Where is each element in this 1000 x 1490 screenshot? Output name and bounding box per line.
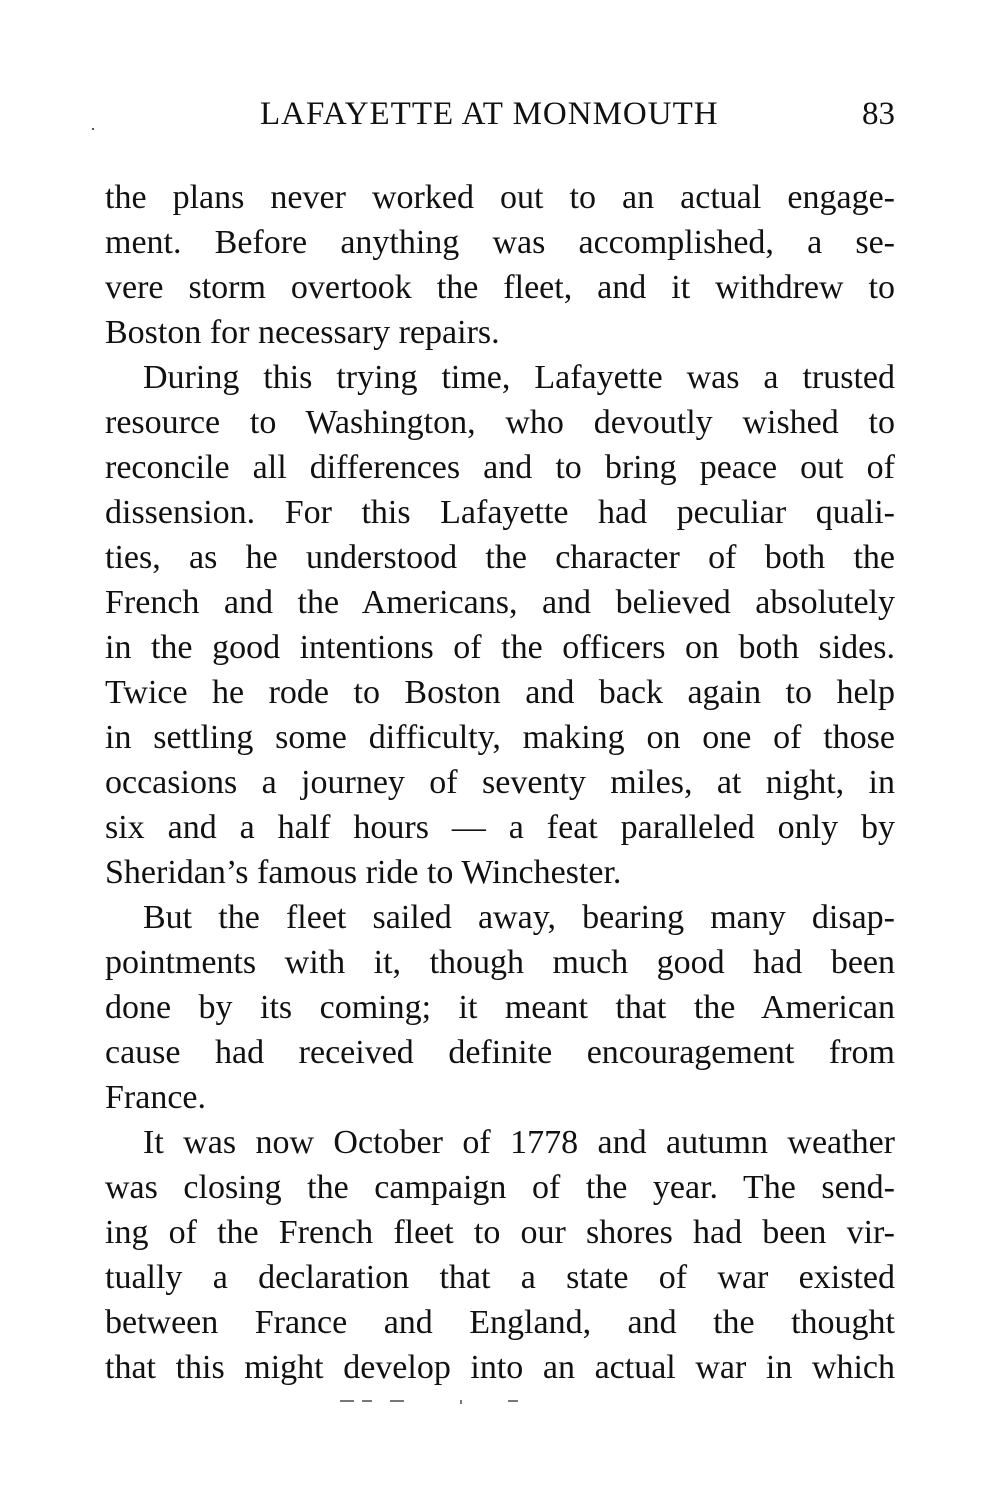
page-header <box>105 96 895 146</box>
smudge-mark <box>390 1400 404 1402</box>
smudge-mark <box>460 1400 462 1404</box>
running-title: LAFAYETTE AT MONMOUTH <box>260 96 719 132</box>
text-line: tually a declaration that a state of war existed <box>105 1259 895 1296</box>
text-line: French and the Americans, and believed absolutely <box>105 584 895 621</box>
text-line: It was now October of 1778 and autumn weather <box>143 1124 895 1161</box>
smudge-mark <box>340 1400 354 1402</box>
text-line: done by its coming; it meant that the American <box>105 989 895 1026</box>
text-line: in the good intentions of the officers on both sides. <box>105 629 895 666</box>
text-line: between France and England, and the thought <box>105 1304 895 1341</box>
text-line: ties, as he understood the character of both the <box>105 539 895 576</box>
paragraph-3 <box>105 895 895 1120</box>
text-line: ment. Before anything was accomplished, a se- <box>105 224 895 261</box>
text-line: six and a half hours — a feat paralleled only by <box>105 809 895 846</box>
text-line: dissension. For this Lafayette had peculiar quali- <box>105 494 895 531</box>
text-line: in settling some difficulty, making on one of those <box>105 719 895 756</box>
text-line: occasions a journey of seventy miles, at night, in <box>105 764 895 801</box>
text-line: was closing the campaign of the year. The send- <box>105 1169 895 1206</box>
text-line: Boston for necessary repairs. <box>105 314 500 351</box>
text-line: vere storm overtook the fleet, and it withdrew to <box>105 269 895 306</box>
text-line: ing of the French fleet to our shores had been vir- <box>105 1214 895 1251</box>
text-line: Sheridan’s famous ride to Winchester. <box>105 854 622 891</box>
paragraph-4 <box>105 1120 895 1390</box>
text-line: reconcile all differences and to bring peace out of <box>105 449 895 486</box>
page-number: 83 <box>862 96 895 132</box>
text-line: cause had received definite encouragement from <box>105 1034 895 1071</box>
text-line: the plans never worked out to an actual engage- <box>105 179 895 216</box>
smudge-mark <box>362 1400 372 1402</box>
stray-ink-mark <box>92 128 94 130</box>
bottom-print-smudge <box>340 1400 530 1406</box>
text-line: resource to Washington, who devoutly wished to <box>105 404 895 441</box>
paragraph-2 <box>105 355 895 895</box>
smudge-mark <box>508 1400 518 1402</box>
text-line: pointments with it, though much good had been <box>105 944 895 981</box>
text-line: During this trying time, Lafayette was a trusted <box>143 359 895 396</box>
text-line: But the fleet sailed away, bearing many disap- <box>143 899 895 936</box>
body-text <box>105 175 895 1390</box>
paragraph-1 <box>105 175 895 355</box>
text-line: that this might develop into an actual war in which <box>105 1349 895 1386</box>
text-line: France. <box>105 1079 207 1116</box>
text-line: Twice he rode to Boston and back again to help <box>105 674 895 711</box>
